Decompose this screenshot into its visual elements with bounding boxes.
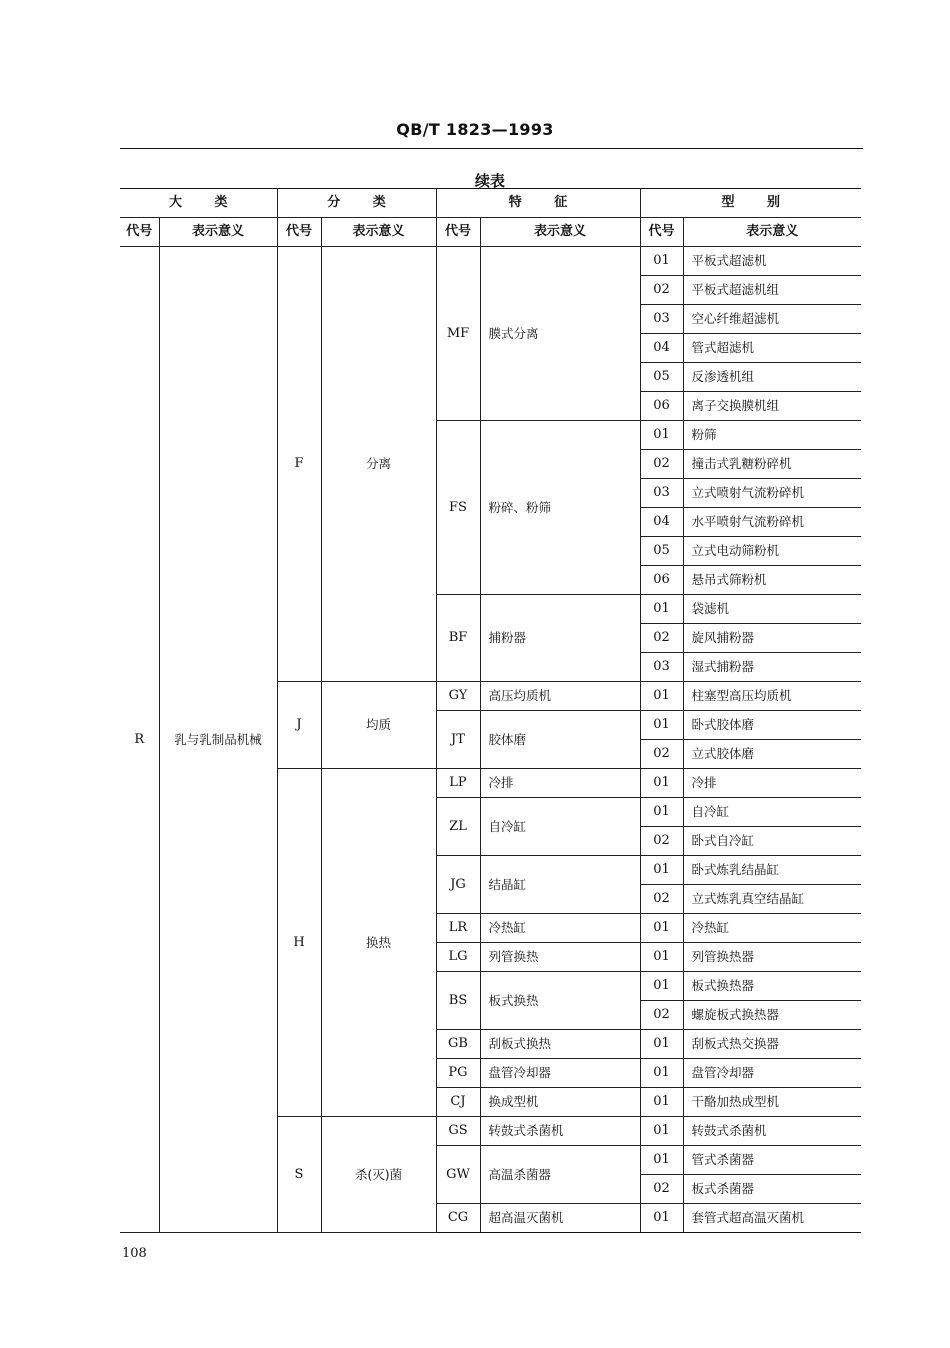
feature-meaning: 超高温灭菌机 [480,1204,640,1233]
feature-code: CG [436,1204,480,1233]
type-code: 02 [640,740,683,769]
feature-meaning: 转鼓式杀菌机 [480,1117,640,1146]
header-rule [120,148,863,149]
feature-code: GS [436,1117,480,1146]
type-meaning: 水平喷射气流粉碎机 [683,508,861,537]
feature-meaning: 高压均质机 [480,682,640,711]
subheader-feature-meaning: 表示意义 [480,218,640,247]
type-code: 01 [640,421,683,450]
feature-code: PG [436,1059,480,1088]
type-code: 01 [640,1030,683,1059]
type-meaning: 板式换热器 [683,972,861,1001]
type-code: 03 [640,479,683,508]
type-meaning: 盘管冷却器 [683,1059,861,1088]
feature-meaning: 高温杀菌器 [480,1146,640,1204]
feature-meaning: 结晶缸 [480,856,640,914]
type-code: 05 [640,537,683,566]
feature-meaning: 胶体磨 [480,711,640,769]
type-code: 06 [640,566,683,595]
type-meaning: 列管换热器 [683,943,861,972]
type-meaning: 螺旋板式换热器 [683,1001,861,1030]
class-meaning: 杀(灭)菌 [321,1117,436,1233]
feature-code: MF [436,247,480,421]
feature-meaning: 冷热缸 [480,914,640,943]
header-feature: 特 征 [436,189,640,218]
type-meaning: 卧式胶体磨 [683,711,861,740]
document-header: QB/T 1823—1993 [396,120,554,139]
type-meaning: 自冷缸 [683,798,861,827]
type-meaning: 平板式超滤机 [683,247,861,276]
feature-code: FS [436,421,480,595]
type-code: 02 [640,827,683,856]
type-code: 02 [640,1001,683,1030]
feature-meaning: 自冷缸 [480,798,640,856]
type-code: 01 [640,1204,683,1233]
type-meaning: 卧式自冷缸 [683,827,861,856]
type-meaning: 转鼓式杀菌机 [683,1117,861,1146]
subheader-major-meaning: 表示意义 [159,218,277,247]
type-code: 01 [640,1059,683,1088]
subheader-type-meaning: 表示意义 [683,218,861,247]
feature-code: LG [436,943,480,972]
feature-code: GW [436,1146,480,1204]
type-code: 03 [640,653,683,682]
feature-code: JG [436,856,480,914]
type-code: 01 [640,856,683,885]
page-number: 108 [122,1246,147,1261]
type-meaning: 卧式炼乳结晶缸 [683,856,861,885]
type-code: 01 [640,595,683,624]
type-meaning: 空心纤维超滤机 [683,305,861,334]
table-row [120,247,861,276]
continued-label: 续表 [474,172,505,190]
type-code: 02 [640,450,683,479]
type-meaning: 干酪加热成型机 [683,1088,861,1117]
type-code: 05 [640,363,683,392]
type-meaning: 板式杀菌器 [683,1175,861,1204]
type-meaning: 离子交换膜机组 [683,392,861,421]
feature-meaning: 刮板式换热 [480,1030,640,1059]
type-code: 01 [640,798,683,827]
subheader-feature-code: 代号 [436,218,480,247]
type-code: 01 [640,972,683,1001]
feature-code: BF [436,595,480,682]
type-meaning: 悬吊式筛粉机 [683,566,861,595]
type-meaning: 套管式超高温灭菌机 [683,1204,861,1233]
subheader-major-code: 代号 [120,218,159,247]
class-code: F [277,247,321,682]
type-code: 02 [640,624,683,653]
class-meaning: 换热 [321,769,436,1117]
type-meaning: 管式杀菌器 [683,1146,861,1175]
type-meaning: 冷热缸 [683,914,861,943]
feature-code: LP [436,769,480,798]
feature-meaning: 粉碎、粉筛 [480,421,640,595]
major-code: R [120,247,159,1233]
feature-meaning: 盘管冷却器 [480,1059,640,1088]
feature-meaning: 膜式分离 [480,247,640,421]
type-code: 06 [640,392,683,421]
class-code: J [277,682,321,769]
group-header-row [120,189,861,218]
feature-code: LR [436,914,480,943]
feature-meaning: 捕粉器 [480,595,640,682]
type-code: 01 [640,943,683,972]
type-meaning: 冷排 [683,769,861,798]
type-meaning: 袋滤机 [683,595,861,624]
class-meaning: 分离 [321,247,436,682]
type-code: 04 [640,508,683,537]
subheader-class-code: 代号 [277,218,321,247]
type-meaning: 立式胶体磨 [683,740,861,769]
type-code: 01 [640,1117,683,1146]
feature-meaning: 换成型机 [480,1088,640,1117]
sub-header-row [120,218,861,247]
type-code: 04 [640,334,683,363]
feature-meaning: 冷排 [480,769,640,798]
major-meaning: 乳与乳制品机械 [159,247,277,1233]
type-meaning: 旋风捕粉器 [683,624,861,653]
header-major: 大 类 [120,189,277,218]
type-code: 02 [640,885,683,914]
type-meaning: 立式电动筛粉机 [683,537,861,566]
type-meaning: 管式超滤机 [683,334,861,363]
header-type: 型 别 [640,189,861,218]
type-meaning: 湿式捕粉器 [683,653,861,682]
type-code: 02 [640,276,683,305]
feature-code: ZL [436,798,480,856]
feature-code: BS [436,972,480,1030]
type-meaning: 立式炼乳真空结晶缸 [683,885,861,914]
class-meaning: 均质 [321,682,436,769]
type-code: 01 [640,247,683,276]
feature-code: GY [436,682,480,711]
type-meaning: 平板式超滤机组 [683,276,861,305]
type-meaning: 刮板式热交换器 [683,1030,861,1059]
class-code: S [277,1117,321,1233]
type-code: 01 [640,711,683,740]
type-meaning: 粉筛 [683,421,861,450]
feature-code: JT [436,711,480,769]
type-code: 01 [640,914,683,943]
type-code: 01 [640,769,683,798]
type-meaning: 反渗透机组 [683,363,861,392]
subheader-type-code: 代号 [640,218,683,247]
feature-meaning: 板式换热 [480,972,640,1030]
type-code: 01 [640,1146,683,1175]
type-meaning: 撞击式乳糖粉碎机 [683,450,861,479]
subheader-class-meaning: 表示意义 [321,218,436,247]
feature-code: GB [436,1030,480,1059]
type-meaning: 柱塞型高压均质机 [683,682,861,711]
type-code: 02 [640,1175,683,1204]
feature-meaning: 列管换热 [480,943,640,972]
type-code: 01 [640,1088,683,1117]
type-code: 01 [640,682,683,711]
classification-table [120,188,861,1233]
type-meaning: 立式喷射气流粉碎机 [683,479,861,508]
header-class: 分 类 [277,189,436,218]
feature-code: CJ [436,1088,480,1117]
class-code: H [277,769,321,1117]
type-code: 03 [640,305,683,334]
